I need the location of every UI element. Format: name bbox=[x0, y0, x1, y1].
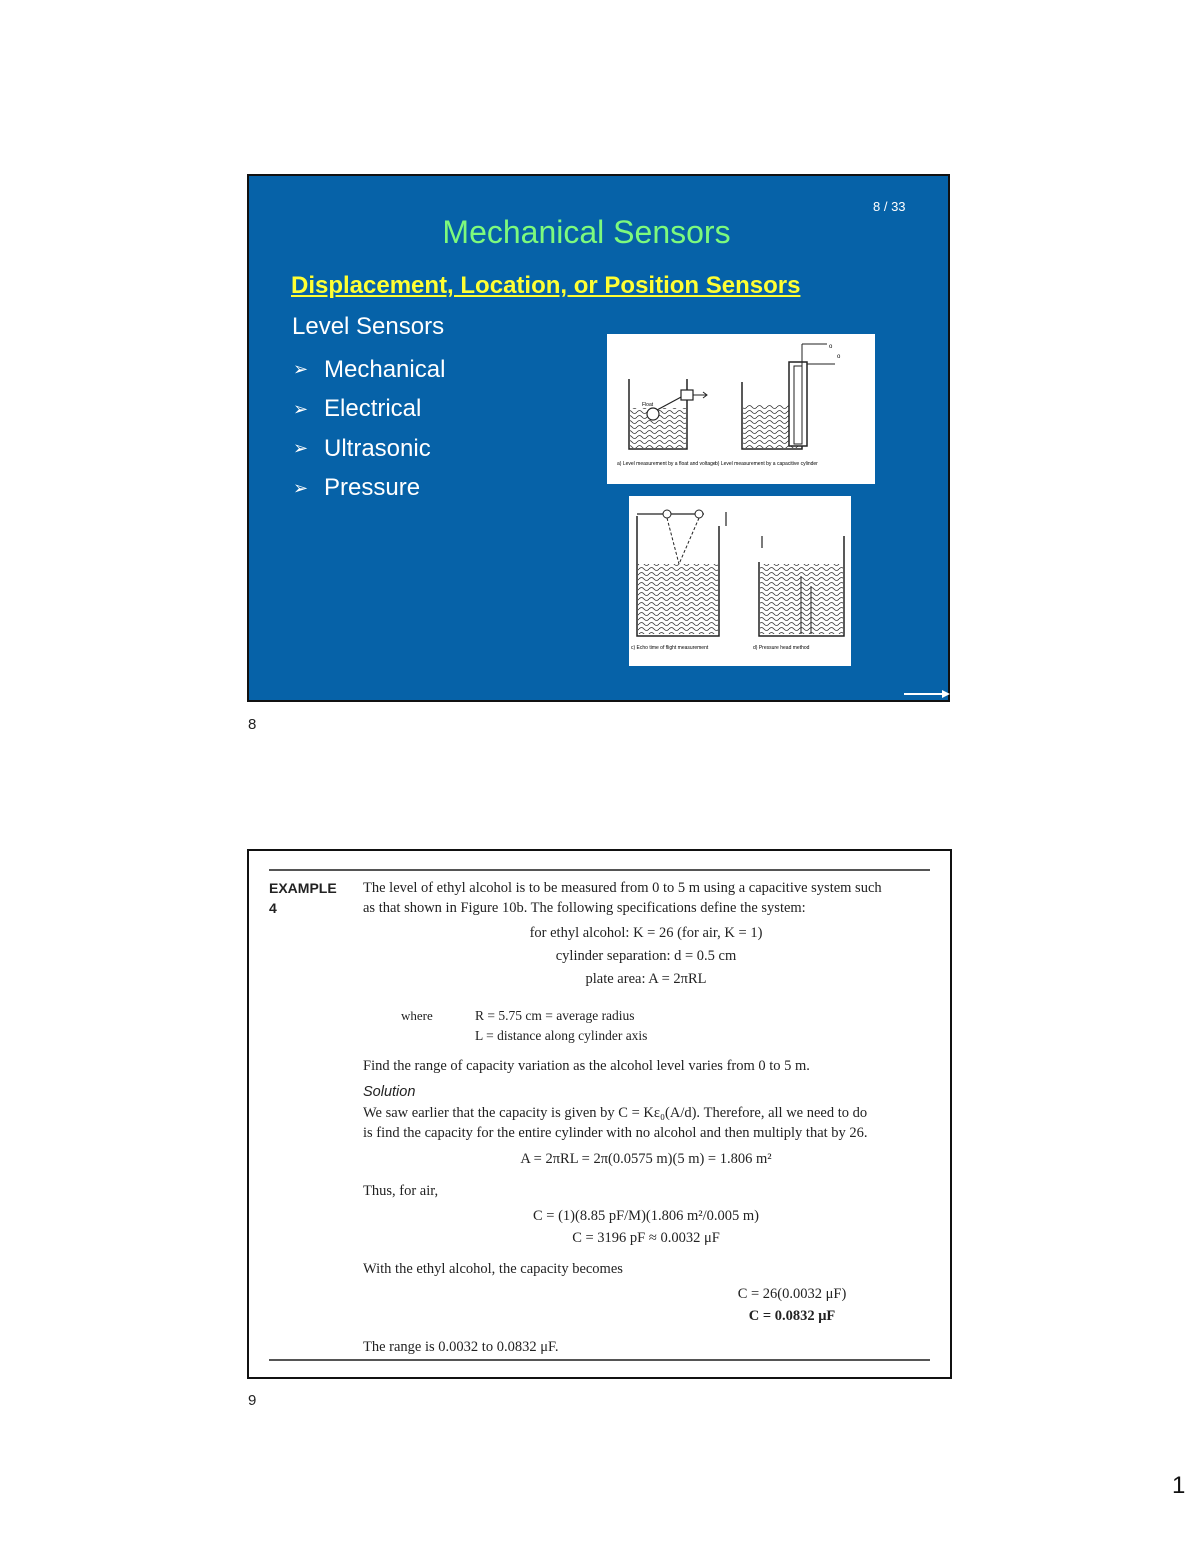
level-sensors-heading: Level Sensors bbox=[292, 313, 445, 340]
question-text: Find the range of capacity variation as the alcohol level varies from 0 to 5 m. bbox=[363, 1058, 810, 1074]
solution-heading: Solution bbox=[363, 1084, 416, 1100]
example-intro: The level of ethyl alcohol is to be measured from 0 to 5 m using a capacitive system such as that shown in Figure 10b. The following specifications define the system: bbox=[363, 880, 882, 916]
level-sensor-figure-top bbox=[607, 334, 875, 484]
equation: C = 3196 pF ≈ 0.0032 μF bbox=[572, 1230, 720, 1246]
list-item bbox=[293, 469, 445, 509]
list-item-label: Electrical bbox=[324, 395, 422, 423]
slide-title: Mechanical Sensors bbox=[442, 214, 731, 250]
text-line: Thus, for air, bbox=[363, 1183, 439, 1199]
solution-text: We saw earlier that the capacity is given by C = Kε₀(A/d). Therefore, all we need to do is find the capacity for the entire cylinder with no alcohol and then multiply that by 26. bbox=[363, 1105, 868, 1141]
example-label: EXAMPLE 4 bbox=[269, 880, 337, 916]
where-label: where bbox=[401, 1008, 433, 1023]
svg-text:o: o bbox=[829, 344, 833, 350]
figure-caption: c) Echo time of flight measurement bbox=[631, 645, 709, 651]
float-and-capacitive-diagram bbox=[607, 334, 875, 484]
spec-line: plate area: A = 2πRL bbox=[585, 971, 707, 987]
top-rule bbox=[269, 869, 930, 871]
sensor-type-list bbox=[293, 350, 445, 508]
list-item-label: Mechanical bbox=[324, 355, 446, 383]
list-item-label: Ultrasonic bbox=[324, 434, 431, 462]
equation: A = 2πRL = 2π(0.0575 m)(5 m) = 1.806 m² bbox=[520, 1151, 772, 1167]
list-item bbox=[293, 429, 445, 469]
range-result: The range is 0.0032 to 0.0832 μF. bbox=[363, 1339, 559, 1355]
next-arrow-icon[interactable] bbox=[904, 690, 950, 698]
equation: C = 26(0.0032 μF) bbox=[737, 1286, 847, 1302]
figure-caption: d) Pressure head method bbox=[753, 645, 810, 651]
slide-8 bbox=[247, 174, 950, 702]
spec-line: for ethyl alcohol: K = 26 (for air, K = 1) bbox=[529, 925, 763, 941]
definition-line: L = distance along cylinder axis bbox=[475, 1028, 648, 1043]
level-sensor-figure-bottom bbox=[629, 496, 851, 666]
text-line: With the ethyl alcohol, the capacity becomes bbox=[363, 1261, 623, 1277]
slide-9 bbox=[247, 849, 952, 1379]
svg-text:o: o bbox=[837, 354, 841, 360]
definition-line: R = 5.75 cm = average radius bbox=[475, 1008, 635, 1023]
slide-subtitle: Displacement, Location, or Position Sensors bbox=[291, 272, 801, 299]
slide-number: 9 bbox=[248, 1392, 257, 1409]
bottom-rule bbox=[269, 1359, 930, 1361]
list-item bbox=[293, 350, 445, 390]
equation: C = (1)(8.85 pF/M)(1.806 m²/0.005 m) bbox=[533, 1208, 759, 1224]
figure-caption: b) Level measurement by a capacitive cylinder bbox=[715, 461, 818, 467]
slide-page-counter: 8 / 33 bbox=[873, 199, 906, 214]
slide-number: 8 bbox=[248, 716, 257, 733]
figure-caption: a) Level measurement by a float and voltage bbox=[617, 461, 716, 467]
list-item-label: Pressure bbox=[324, 474, 421, 502]
list-item bbox=[293, 390, 445, 430]
spec-line: cylinder separation: d = 0.5 cm bbox=[555, 948, 737, 964]
arrow-bullet-icon: ➢ bbox=[293, 398, 309, 419]
svg-text:Float: Float bbox=[642, 402, 654, 408]
arrow-bullet-icon: ➢ bbox=[293, 438, 309, 459]
page-number: 1 bbox=[1172, 1472, 1186, 1499]
equation-result: C = 0.0832 μF bbox=[748, 1308, 836, 1324]
arrow-bullet-icon: ➢ bbox=[293, 477, 309, 498]
ultrasonic-and-pressure-diagram bbox=[629, 496, 851, 666]
arrow-bullet-icon: ➢ bbox=[293, 359, 309, 380]
